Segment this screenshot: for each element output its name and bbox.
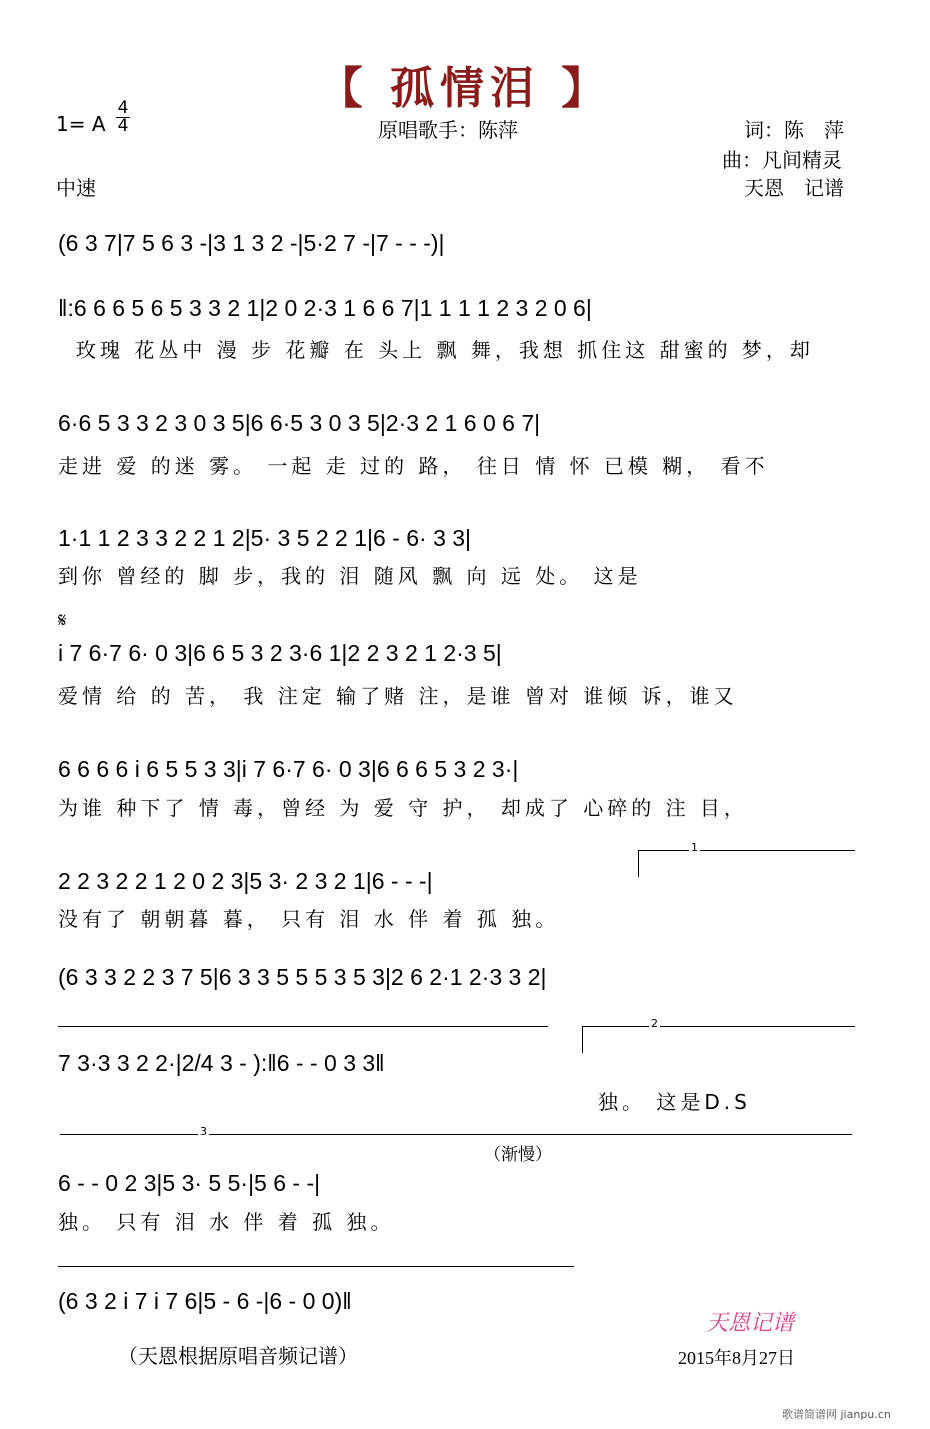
volta-bracket-3: 3 — [60, 1134, 852, 1135]
page-title: 【 孤情泪 】 — [318, 63, 612, 114]
composer-credit: 曲：凡间精灵 — [722, 148, 842, 172]
lyric-line-2: 玫瑰 花丛中 漫 步 花瓣 在 头上 飘 舞，我想 抓住这 甜蜜的 梦，却 — [76, 338, 814, 362]
lyric-line-4: 到你 曾经的 脚 步，我的 泪 随风 飘 向 远 处。 这是 — [58, 564, 642, 588]
volta-bracket-3-end — [58, 1266, 574, 1267]
lyric-line-6: 为谁 种下了 情 毒，曾经 为 爱 守 护， 却成了 心碎的 注 目， — [58, 796, 748, 820]
lyric-line-7: 没有了 朝朝暮 暮， 只有 泪 水 伴 着 孤 独。 — [58, 907, 560, 931]
volta-bracket-1: 1 — [638, 850, 855, 877]
lyric-line-9: 独。 这是D.S — [598, 1090, 751, 1114]
time-sig-bottom: 4 — [117, 116, 129, 136]
score-line-8: (6 3 3 2 2 3 7 5|6 3 3 5 5 5 3 5 3|2 6 2·1 2·3 3 2| — [58, 964, 547, 990]
singer-credit: 原唱歌手：陈萍 — [378, 118, 518, 142]
score-line-1: (6 3 7|7 5 6 3 -|3 1 3 2 -|5·2 7 -|7 - - -)| — [58, 230, 445, 256]
transcriber-stamp: 天恩记谱 — [706, 1311, 795, 1336]
transcription-date: 2015年8月27日 — [678, 1348, 795, 1368]
lyricist-credit: 词：陈 萍 — [744, 118, 844, 142]
score-line-5: i 7 6·7 6· 0 3|6 6 5 3 2 3·6 1|2 2 3 2 1 2·3 5| — [58, 640, 502, 666]
time-signature — [116, 100, 130, 135]
lyric-line-10: 独。 只有 泪 水 伴 着 孤 独。 — [58, 1210, 395, 1234]
score-line-11: (6 3 2 i 7 i 7 6|5 - 6 -|6 - 0 0)‖ — [58, 1288, 352, 1314]
lyric-line-3: 走进 爱 的迷 雾。 一起 走 过的 路， 往日 情 怀 已模 糊， 看不 — [58, 454, 769, 478]
score-line-10: 6 - - 0 2 3|5 3· 5 5·|5 6 - -| — [58, 1170, 321, 1196]
transcription-note: （天恩根据原唱音频记谱） — [118, 1344, 358, 1368]
key-signature: 1= A — [56, 112, 106, 136]
score-line-2: ‖:6 6 6 5 6 5 3 3 2 1|2 0 2·3 1 6 6 7|1 1 1 1 2 3 2 0 6| — [58, 295, 592, 321]
ritardando-marking: （渐慢） — [484, 1145, 552, 1165]
score-line-4: 1·1 1 2 3 3 2 2 1 2|5· 3 5 2 2 1|6 - 6· 3 3| — [58, 525, 472, 551]
score-line-9: 7 3·3 3 2 2·|2/4 3 - ):‖6 - - 0 3 3‖ — [58, 1050, 385, 1076]
tempo-marking: 中速 — [56, 176, 96, 200]
score-line-6: 6 6 6 6 i 6 5 5 3 3|i 7 6·7 6· 0 3|6 6 6 5 3 2 3·| — [58, 756, 519, 782]
transcriber-credit: 天恩 记谱 — [744, 176, 844, 200]
site-watermark: 歌谱简谱网 jianpu.cn — [782, 1408, 891, 1421]
score-line-7: 2 2 3 2 2 1 2 0 2 3|5 3· 2 3 2 1|6 - - -| — [58, 868, 433, 894]
score-line-3: 6·6 5 3 3 2 3 0 3 5|6 6·5 3 0 3 5|2·3 2 1 6 0 6 7| — [58, 410, 541, 436]
segno-sign: 𝄋 — [58, 608, 67, 632]
time-sig-top: 4 — [117, 98, 129, 118]
lyric-line-5: 爱情 给 的 苦， 我 注定 输了赌 注，是谁 曾对 谁倾 诉，谁又 — [58, 684, 738, 708]
volta-bracket-2: 2 — [582, 1026, 855, 1053]
volta-line-1-continuation — [58, 1026, 548, 1027]
